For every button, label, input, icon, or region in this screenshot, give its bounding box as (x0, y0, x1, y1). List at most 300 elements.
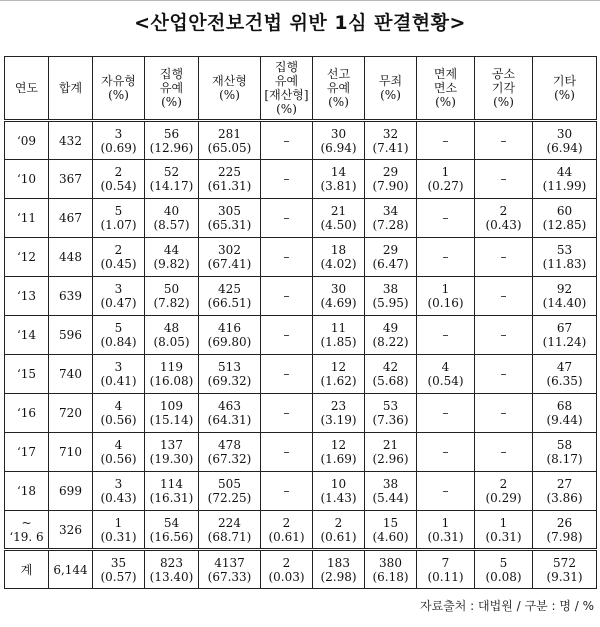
suspended_sentence-cell-line: 10 (330, 477, 347, 491)
year-cell-line: ‘11 (16, 211, 37, 225)
total-cell: 432 (49, 121, 93, 160)
exempt-cell-line: – (442, 445, 449, 459)
fine-cell-line: (66.51) (207, 296, 252, 310)
probation-cell (145, 355, 199, 394)
probation-cell (145, 472, 199, 511)
fine-cell-line: 302 (218, 243, 241, 257)
fine-cell-line: 224 (218, 515, 241, 530)
column-header-fine (199, 57, 261, 121)
suspended_sentence-cell-line: 183 (327, 555, 350, 570)
total-cell: 596 (49, 316, 93, 355)
prison-cell-line: (0.45) (100, 257, 137, 271)
exempt-cell-line: 7 (441, 555, 450, 570)
prison-cell-line: (0.56) (100, 413, 137, 427)
exempt-cell-line: – (442, 328, 449, 342)
judgment-table (4, 56, 597, 589)
exempt-cell (417, 160, 475, 199)
table-row (5, 394, 597, 433)
probation-cell-line: (15.14) (149, 413, 194, 427)
probation-cell-line: 50 (163, 282, 180, 296)
acquittal-cell (365, 277, 417, 316)
probation-cell-line: (16.31) (149, 491, 194, 505)
probation-cell-line: 54 (163, 515, 180, 530)
table-row (5, 277, 597, 316)
acquittal-cell (365, 199, 417, 238)
fine-cell (199, 433, 261, 472)
dismissed-cell-line: – (500, 250, 507, 264)
other-cell (533, 121, 597, 160)
other-cell-line: 27 (556, 477, 573, 491)
suspended_sentence-cell (313, 472, 365, 511)
prison-cell (93, 316, 145, 355)
year-cell-line: ‘16 (16, 406, 37, 420)
column-header-exempt-line: (%) (435, 95, 456, 109)
prison-cell-line: (0.56) (100, 452, 137, 466)
exempt-cell-line: (0.54) (427, 374, 464, 388)
fine_probation-cell-line: – (283, 484, 290, 498)
column-header-fine_probation-line: [재산형] (264, 88, 309, 102)
other-cell-line: 44 (556, 165, 573, 179)
suspended_sentence-cell-line: (3.81) (320, 179, 357, 193)
column-header-fine_probation-line: (%) (276, 102, 297, 116)
column-header-other-line: (%) (554, 88, 575, 102)
exempt-cell-line: (0.11) (427, 569, 464, 584)
exempt-cell (417, 472, 475, 511)
suspended_sentence-cell (313, 550, 365, 589)
table-row (5, 511, 597, 550)
fine-cell (199, 394, 261, 433)
probation-cell-line: (8.05) (153, 335, 190, 349)
probation-cell-line: (9.82) (153, 257, 190, 271)
acquittal-cell-line: (7.36) (372, 413, 409, 427)
fine_probation-cell (261, 472, 313, 511)
total-cell: 326 (49, 511, 93, 550)
prison-cell-line: (0.41) (100, 374, 137, 388)
fine-cell (199, 199, 261, 238)
probation-cell (145, 277, 199, 316)
exempt-cell-line: – (442, 406, 449, 420)
dismissed-cell-line: (0.43) (485, 218, 522, 232)
dismissed-cell-line: 2 (499, 204, 508, 218)
fine-cell-line: 478 (218, 438, 241, 452)
other-cell-line: (11.24) (542, 335, 587, 349)
acquittal-cell-line: (5.95) (372, 296, 409, 310)
fine-cell-line: (69.80) (207, 335, 252, 349)
other-cell-line: 92 (556, 282, 573, 296)
prison-cell-line: 3 (114, 360, 123, 374)
dismissed-cell-line: – (500, 367, 507, 381)
column-header-suspended_sentence-line: (%) (328, 95, 349, 109)
fine_probation-cell-line: – (283, 445, 290, 459)
column-header-probation-line: (%) (161, 95, 182, 109)
dismissed-cell-line: – (500, 445, 507, 459)
year-cell-line: ‘10 (16, 172, 37, 186)
fine_probation-cell (261, 238, 313, 277)
fine-cell-line: (61.31) (207, 179, 252, 193)
fine_probation-cell-line: (0.61) (268, 529, 305, 544)
dismissed-cell-line: 2 (499, 477, 508, 491)
table-row (5, 472, 597, 511)
other-cell (533, 433, 597, 472)
suspended_sentence-cell-line: 21 (330, 204, 347, 218)
fine_probation-cell-line: – (283, 367, 290, 381)
prison-cell (93, 238, 145, 277)
fine_probation-cell (261, 277, 313, 316)
column-header-year-line: 연도 (14, 81, 39, 95)
suspended_sentence-cell (313, 511, 365, 550)
acquittal-cell-line: (7.90) (372, 179, 409, 193)
suspended_sentence-cell (313, 199, 365, 238)
column-header-year (5, 57, 49, 121)
other-cell-line: (6.94) (546, 140, 583, 155)
probation-cell-line: 114 (160, 477, 183, 491)
acquittal-cell (365, 472, 417, 511)
acquittal-cell (365, 238, 417, 277)
fine_probation-cell (261, 511, 313, 550)
dismissed-cell-line: – (500, 328, 507, 342)
probation-cell-line: 109 (160, 399, 183, 413)
exempt-cell-line: (0.16) (427, 296, 464, 310)
exempt-cell (417, 238, 475, 277)
year-cell (5, 160, 49, 199)
column-header-prison-line: 자유형 (101, 74, 136, 88)
suspended_sentence-cell (313, 316, 365, 355)
probation-cell-line: 44 (163, 243, 180, 257)
fine-cell (199, 472, 261, 511)
prison-cell (93, 511, 145, 550)
acquittal-cell-line: (2.96) (372, 452, 409, 466)
prison-cell (93, 355, 145, 394)
prison-cell-line: 4 (114, 399, 123, 413)
other-cell-line: 68 (556, 399, 573, 413)
prison-cell-line: 1 (114, 515, 123, 530)
acquittal-cell-line: (7.41) (372, 140, 409, 155)
acquittal-cell-line: (8.22) (372, 335, 409, 349)
probation-cell-line: 137 (160, 438, 183, 452)
table-row (5, 121, 597, 160)
probation-cell (145, 238, 199, 277)
prison-cell (93, 121, 145, 160)
column-header-exempt (417, 57, 475, 121)
fine-cell-line: (67.32) (207, 452, 252, 466)
dismissed-cell (475, 550, 533, 589)
year-cell-line: ‘15 (16, 367, 37, 381)
acquittal-cell-line: 53 (382, 399, 399, 413)
fine_probation-cell (261, 394, 313, 433)
column-header-dismissed-line: (%) (493, 95, 514, 109)
probation-cell (145, 121, 199, 160)
probation-cell-line: 823 (160, 555, 183, 570)
year-cell (5, 277, 49, 316)
dismissed-cell-line: 5 (499, 555, 508, 570)
acquittal-cell-line: 29 (382, 243, 399, 257)
column-header-other (533, 57, 597, 121)
fine-cell (199, 277, 261, 316)
fine_probation-cell-line: – (283, 211, 290, 225)
suspended_sentence-cell-line: (1.69) (320, 452, 357, 466)
fine-cell-line: (64.31) (207, 413, 252, 427)
column-header-prison (93, 57, 145, 121)
exempt-cell-line: 4 (441, 360, 450, 374)
other-cell (533, 238, 597, 277)
exempt-cell-line: (0.27) (427, 179, 464, 193)
year-cell-line: ‘13 (16, 289, 37, 303)
acquittal-cell-line: 49 (382, 321, 399, 335)
fine-cell-line: (67.41) (207, 257, 252, 271)
total-cell: 467 (49, 199, 93, 238)
exempt-cell (417, 511, 475, 550)
prison-cell-line: 3 (114, 282, 123, 296)
prison-cell-line: 5 (114, 321, 123, 335)
exempt-cell-line: – (442, 484, 449, 498)
acquittal-cell-line: (6.18) (372, 569, 409, 584)
acquittal-cell (365, 433, 417, 472)
column-header-fine_probation-line: 집행 (274, 60, 299, 74)
probation-cell-line: 40 (163, 204, 180, 218)
fine_probation-cell (261, 199, 313, 238)
prison-cell-line: 4 (114, 438, 123, 452)
exempt-cell (417, 121, 475, 160)
dismissed-cell-line: – (500, 133, 507, 148)
table-row (5, 160, 597, 199)
other-cell (533, 394, 597, 433)
exempt-cell (417, 355, 475, 394)
prison-cell-line: (0.43) (100, 491, 137, 505)
probation-cell-line: 56 (163, 126, 180, 141)
year-cell-line: 계 (20, 562, 33, 577)
fine-cell-line: (69.32) (207, 374, 252, 388)
total-cell: 699 (49, 472, 93, 511)
suspended_sentence-cell-line: 12 (330, 438, 347, 452)
fine-cell-line: (65.05) (207, 140, 252, 155)
dismissed-cell (475, 355, 533, 394)
probation-cell (145, 511, 199, 550)
acquittal-cell-line: 34 (382, 204, 399, 218)
table-row (5, 433, 597, 472)
prison-cell-line: 2 (114, 165, 123, 179)
other-cell-line: (6.35) (546, 374, 583, 388)
prison-cell-line: (0.84) (100, 335, 137, 349)
source-note: 자료출처 : 대법원 / 구분 : 명 / % (419, 599, 594, 613)
prison-cell (93, 472, 145, 511)
prison-cell (93, 160, 145, 199)
acquittal-cell-line: 32 (382, 126, 399, 141)
exempt-cell (417, 394, 475, 433)
exempt-cell (417, 550, 475, 589)
prison-cell-line: (0.57) (100, 569, 137, 584)
acquittal-cell-line: 29 (382, 165, 399, 179)
suspended_sentence-cell-line: (1.43) (320, 491, 357, 505)
column-header-other-line: 기타 (552, 74, 577, 88)
suspended_sentence-cell (313, 433, 365, 472)
fine-cell-line: (65.31) (207, 218, 252, 232)
probation-cell-line: (8.57) (153, 218, 190, 232)
probation-cell-line: (16.56) (149, 529, 194, 544)
suspended_sentence-cell-line: (4.69) (320, 296, 357, 310)
column-header-dismissed-line: 공소 (491, 67, 516, 81)
other-cell (533, 199, 597, 238)
suspended_sentence-cell-line: (1.62) (320, 374, 357, 388)
fine-cell-line: 463 (218, 399, 241, 413)
acquittal-cell (365, 355, 417, 394)
column-header-suspended_sentence (313, 57, 365, 121)
fine_probation-cell-line: – (283, 289, 290, 303)
suspended_sentence-cell (313, 238, 365, 277)
other-cell-line: 26 (556, 515, 573, 530)
acquittal-cell-line: 15 (382, 515, 399, 530)
other-cell-line: 572 (553, 555, 576, 570)
column-header-acquittal (365, 57, 417, 121)
year-cell-line: ‘17 (16, 445, 37, 459)
suspended_sentence-cell (313, 355, 365, 394)
exempt-cell-line: 1 (441, 282, 450, 296)
acquittal-cell (365, 121, 417, 160)
prison-cell-line: 3 (114, 126, 123, 141)
dismissed-cell-line: – (500, 406, 507, 420)
prison-cell-line: (0.47) (100, 296, 137, 310)
dismissed-cell-line: (0.08) (485, 569, 522, 584)
suspended_sentence-cell-line: 18 (330, 243, 347, 257)
column-header-acquittal-line: 무죄 (378, 74, 403, 88)
fine_probation-cell-line: 2 (282, 555, 291, 570)
dismissed-cell (475, 160, 533, 199)
column-header-probation (145, 57, 199, 121)
suspended_sentence-cell-line: 30 (330, 126, 347, 141)
acquittal-cell-line: 380 (379, 555, 402, 570)
probation-cell-line: 119 (160, 360, 183, 374)
total-cell: 6,144 (49, 550, 93, 589)
suspended_sentence-cell-line: (4.02) (320, 257, 357, 271)
column-header-acquittal-line: (%) (380, 88, 401, 102)
other-cell (533, 277, 597, 316)
exempt-cell (417, 199, 475, 238)
dismissed-cell (475, 316, 533, 355)
acquittal-cell (365, 316, 417, 355)
probation-cell (145, 199, 199, 238)
other-cell-line: (11.83) (542, 257, 587, 271)
column-header-suspended_sentence-line: 선고 (326, 67, 351, 81)
fine-cell-line: 4137 (214, 555, 245, 570)
column-header-exempt-line: 면소 (433, 81, 458, 95)
acquittal-cell-line: (5.68) (372, 374, 409, 388)
total-cell: 740 (49, 355, 93, 394)
other-cell-line: 47 (556, 360, 573, 374)
year-cell-line: ‘14 (16, 328, 37, 342)
acquittal-cell (365, 511, 417, 550)
suspended_sentence-cell-line: 12 (330, 360, 347, 374)
probation-cell (145, 160, 199, 199)
year-cell (5, 121, 49, 160)
other-cell (533, 511, 597, 550)
fine-cell (199, 355, 261, 394)
probation-cell-line: (19.30) (149, 452, 194, 466)
column-header-prison-line: (%) (108, 88, 129, 102)
year-cell (5, 355, 49, 394)
fine_probation-cell-line: 2 (282, 515, 291, 530)
fine_probation-cell-line: – (283, 172, 290, 186)
exempt-cell-line: 1 (441, 165, 450, 179)
exempt-cell-line: 1 (441, 515, 450, 530)
acquittal-cell-line: (4.60) (372, 529, 409, 544)
fine_probation-cell-line: – (283, 250, 290, 264)
other-cell (533, 316, 597, 355)
dismissed-cell (475, 433, 533, 472)
acquittal-cell-line: 21 (382, 438, 399, 452)
prison-cell-line: 3 (114, 477, 123, 491)
fine_probation-cell-line: – (283, 328, 290, 342)
dismissed-cell-line: – (500, 172, 507, 186)
fine-cell (199, 121, 261, 160)
year-cell (5, 550, 49, 589)
acquittal-cell-line: 38 (382, 477, 399, 491)
column-header-fine_probation-line: 유예 (274, 74, 299, 88)
table-row (5, 199, 597, 238)
exempt-cell (417, 277, 475, 316)
other-cell (533, 355, 597, 394)
probation-cell-line: 52 (163, 165, 180, 179)
acquittal-cell (365, 550, 417, 589)
dismissed-cell-line: – (500, 289, 507, 303)
dismissed-cell-line: (0.31) (485, 529, 522, 544)
column-header-total-line: 합계 (58, 81, 83, 95)
suspended_sentence-cell-line: (0.61) (320, 529, 357, 544)
total-cell: 367 (49, 160, 93, 199)
dismissed-cell (475, 199, 533, 238)
acquittal-cell (365, 160, 417, 199)
suspended_sentence-cell-line: 11 (330, 321, 347, 335)
year-cell-line: ‘09 (16, 133, 37, 148)
prison-cell-line: (0.69) (100, 140, 137, 155)
fine-cell-line: 425 (218, 282, 241, 296)
fine-cell (199, 316, 261, 355)
year-cell-line: ‘19. 6 (9, 529, 44, 544)
table-row (5, 238, 597, 277)
year-cell (5, 238, 49, 277)
exempt-cell-line: – (442, 250, 449, 264)
probation-cell-line: (16.08) (149, 374, 194, 388)
fine-cell-line: 225 (218, 165, 241, 179)
table-body (5, 121, 597, 589)
total-cell: 639 (49, 277, 93, 316)
other-cell (533, 160, 597, 199)
total-cell: 710 (49, 433, 93, 472)
exempt-cell-line: (0.31) (427, 529, 464, 544)
prison-cell (93, 199, 145, 238)
fine-cell-line: 513 (218, 360, 241, 374)
fine-cell (199, 550, 261, 589)
year-cell (5, 316, 49, 355)
column-header-dismissed (475, 57, 533, 121)
exempt-cell-line: – (442, 133, 449, 148)
top-divider (0, 0, 600, 1)
table-row (5, 355, 597, 394)
year-cell (5, 199, 49, 238)
prison-cell-line: (0.54) (100, 179, 137, 193)
column-header-suspended_sentence-line: 유예 (326, 81, 351, 95)
table-header-row (5, 57, 597, 121)
prison-cell (93, 277, 145, 316)
fine_probation-cell (261, 355, 313, 394)
total-cell: 448 (49, 238, 93, 277)
suspended_sentence-cell (313, 394, 365, 433)
probation-cell-line: 48 (163, 321, 180, 335)
year-cell-line: ‘18 (16, 484, 37, 498)
year-cell (5, 433, 49, 472)
suspended_sentence-cell-line: 23 (330, 399, 347, 413)
fine-cell-line: (72.25) (207, 491, 252, 505)
fine_probation-cell (261, 160, 313, 199)
fine-cell-line: (67.33) (207, 569, 252, 584)
